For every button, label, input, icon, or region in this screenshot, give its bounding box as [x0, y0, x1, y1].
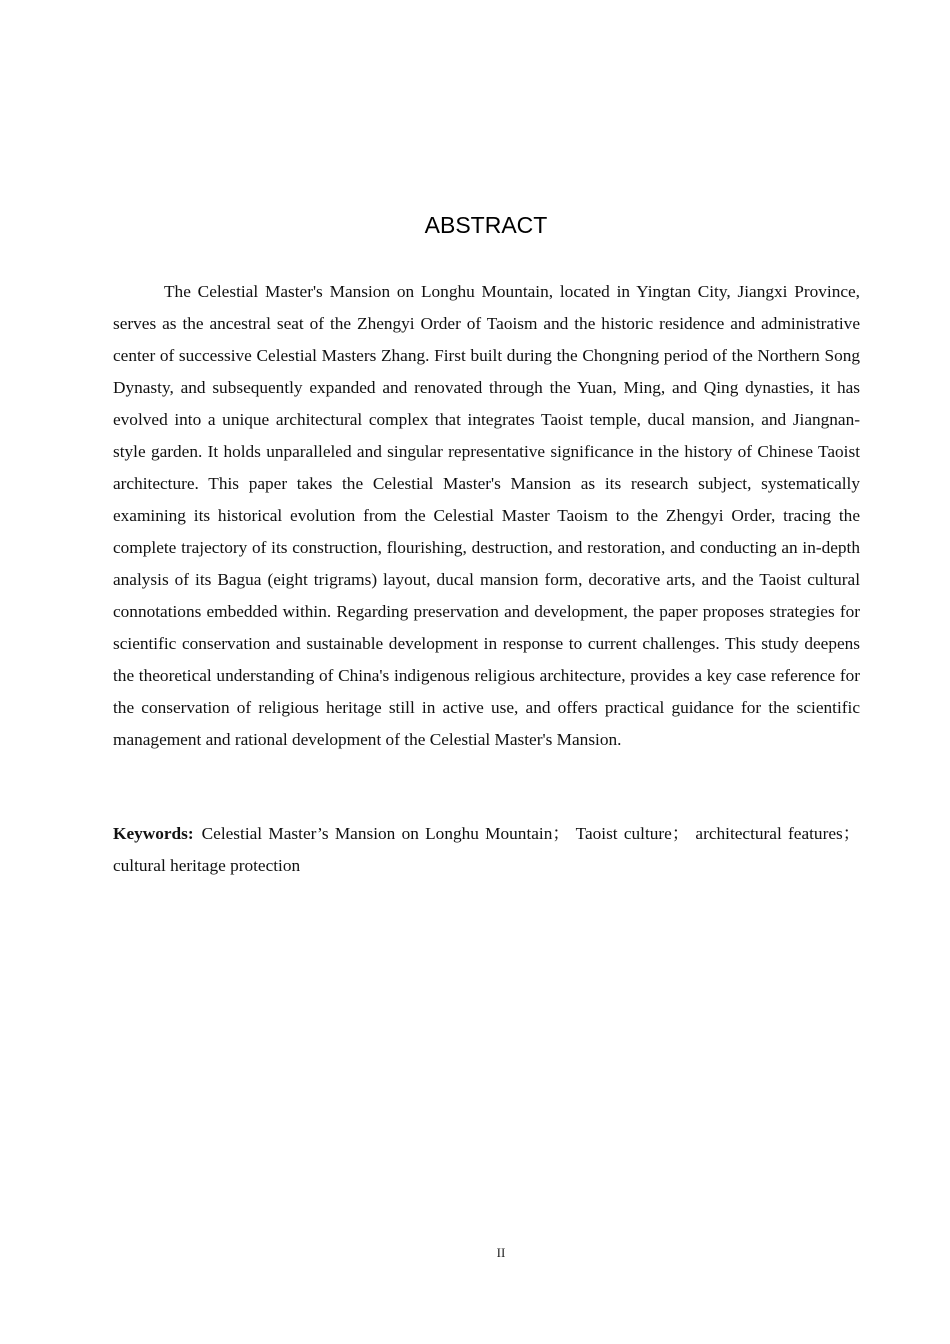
- keywords-line: [113, 818, 860, 882]
- abstract-title: ABSTRACT: [424, 212, 548, 238]
- abstract-paragraph: The Celestial Master's Mansion on Longhu Mountain, located in Yingtan City, Jiangxi Province, serves as the ancestral seat of the Zhengyi Order of Taoism and the historic residence and administrative center of successive Celestial Masters Zhang. First built during the Chongning period of the Northern Song Dynasty, and subsequently expanded and renovated through the Yuan, Ming, and Qing dynasties, it has evolved into a unique architectural complex that integrates Taoist temple, ducal mansion, and Jiangnan-style garden. It holds unparalleled and singular representative significance in the history of Chinese Taoist architecture. This paper takes the Celestial Master's Mansion as its research subject, systematically examining its historical evolution from the Celestial Master Taoism to the Zhengyi Order, tracing the complete trajectory of its construction, flourishing, destruction, and restoration, and conducting an in-depth analysis of its Bagua (eight trigrams) layout, ducal mansion form, decorative arts, and the Taoist cultural connotations embedded within. Regarding preservation and development, the paper proposes strategies for scientific conservation and sustainable development in response to current challenges. This study deepens the theoretical understanding of China's indigenous religious architecture, provides a key case reference for the conservation of religious heritage still in active use, and offers practical guidance for the scientific management and rational development of the Celestial Master's Mansion.: [113, 282, 860, 749]
- keywords-text: Celestial Master’s Mansion on Longhu Mountain； Taoist culture； architectural features；cultural heritage protection: [113, 824, 860, 875]
- keywords-label: Keywords:: [113, 824, 194, 843]
- page-number: II: [496, 1245, 506, 1260]
